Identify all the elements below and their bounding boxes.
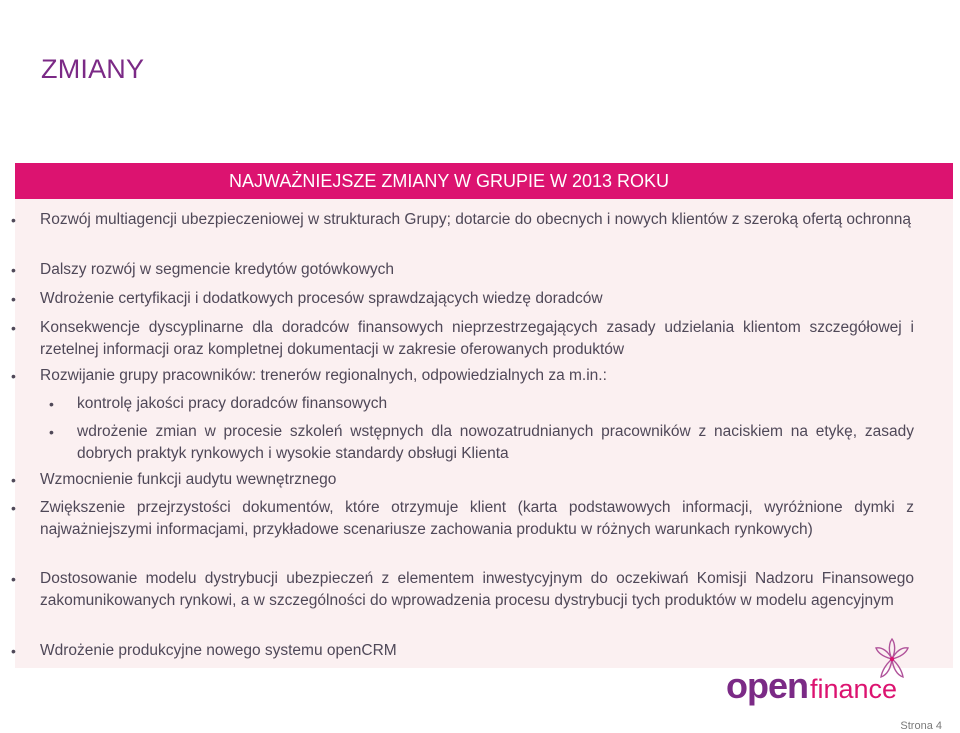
bullet-dot-icon: • xyxy=(11,291,16,307)
slide-title: ZMIANY xyxy=(41,54,145,84)
list-item-text: Rozwijanie grupy pracowników: trenerów regionalnych, odpowiedzialnych za m.in.: xyxy=(40,367,607,384)
bullet-dot-icon: • xyxy=(11,472,16,488)
list-item-text: Wdrożenie certyfikacji i dodatkowych procesów sprawdzających wiedzę doradców xyxy=(40,290,603,307)
list-item-text: Zwiększenie przejrzystości dokumentów, które otrzymuje klient (karta podstawowych informacji, wyróżnione dymki z najważniejszymi informacjami, przykładowe scenariusze zachowania produktu w różnych warunkach rynkowych) xyxy=(40,499,914,538)
list-item xyxy=(11,288,914,310)
list-item-text: Wdrożenie produkcyjne nowego systemu openCRM xyxy=(40,642,397,659)
bullet-dot-icon: • xyxy=(11,500,16,516)
bullet-dot-icon: • xyxy=(11,320,16,336)
bullet-dot-icon: • xyxy=(49,424,54,440)
bullet-dot-icon: • xyxy=(11,643,16,659)
list-item xyxy=(11,568,914,612)
page-number: Strona 4 xyxy=(900,720,942,732)
list-item-text: Dostosowanie modelu dystrybucji ubezpieczeń z elementem inwestycyjnym do oczekiwań Komisji Nadzoru Finansowego zakomunikowanych rynkowi, a w szczególności do wprowadzenia procesu dystrybucji tych produktów w modelu agencyjnym xyxy=(40,570,914,609)
sub-list-item xyxy=(49,393,914,415)
list-item-text: kontrolę jakości pracy doradców finansowych xyxy=(77,395,388,412)
list-item-text: Wzmocnienie funkcji audytu wewnętrznego xyxy=(40,471,337,488)
list-item-text: Konsekwencje dyscyplinarne dla doradców finansowych nieprzestrzegających zasady udzielania klientom szczegółowej i rzetelnej informacji oraz kompletnej dokumentacji w zakresie oferowanych produktów xyxy=(40,319,914,358)
section-header-text: NAJWAŻNIEJSZE ZMIANY W GRUPIE W 2013 ROKU xyxy=(229,171,670,191)
list-item-text: Rozwój multiagencji ubezpieczeniowej w strukturach Grupy; dotarcie do obecnych i nowych klientów z szeroką ofertą ochronną xyxy=(40,211,912,228)
logo-open-text: open xyxy=(726,665,808,706)
logo-wordmark xyxy=(726,665,897,707)
section-header xyxy=(15,163,953,199)
bullet-dot-icon: • xyxy=(11,571,16,587)
bullet-dot-icon: • xyxy=(11,262,16,278)
list-item xyxy=(11,259,914,281)
list-item-text: wdrożenie zmian w procesie szkoleń wstępnych dla nowozatrudnianych pracowników z naciskiem na etykę, zasady dobrych praktyk rynkowych i wysokie standardy obsługi Klienta xyxy=(77,423,914,462)
list-item xyxy=(11,365,914,387)
company-logo xyxy=(726,637,926,712)
list-item xyxy=(11,209,914,231)
list-item xyxy=(11,497,914,541)
logo-finance-text: finance xyxy=(810,674,898,704)
list-item-text: Dalszy rozwój w segmencie kredytów gotówkowych xyxy=(40,261,395,278)
bullet-dot-icon: • xyxy=(11,368,16,384)
list-item xyxy=(11,469,914,491)
sub-list-item xyxy=(49,421,914,465)
list-item xyxy=(11,317,914,361)
bullet-dot-icon: • xyxy=(49,396,54,412)
bullet-dot-icon: • xyxy=(11,212,16,228)
